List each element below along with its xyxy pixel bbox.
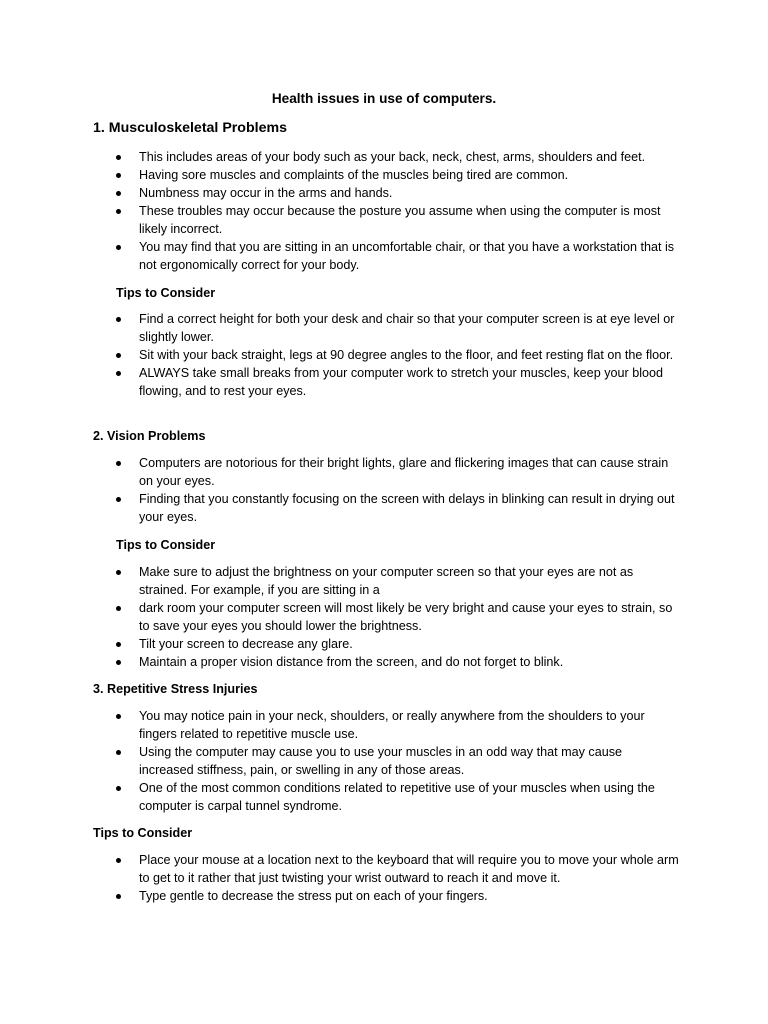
section-heading-repetitive-stress: 3. Repetitive Stress Injuries xyxy=(93,682,258,696)
vision-tips-list xyxy=(0,563,679,671)
bullet-icon xyxy=(116,894,121,899)
bullet-icon xyxy=(116,714,121,719)
list-item: Sit with your back straight, legs at 90 degree angles to the floor, and feet resting flat on the floor. xyxy=(0,346,679,364)
musculoskeletal-tips-list xyxy=(0,310,679,400)
bullet-icon xyxy=(116,786,121,791)
bullet-icon xyxy=(116,155,121,160)
musculoskeletal-bullet-list xyxy=(0,148,679,274)
list-item: These troubles may occur because the posture you assume when using the computer is most likely incorrect. xyxy=(0,202,679,238)
bullet-icon xyxy=(116,353,121,358)
list-item: You may find that you are sitting in an uncomfortable chair, or that you have a workstation that is not ergonomically correct for your body. xyxy=(0,238,679,274)
list-item: One of the most common conditions related to repetitive use of your muscles when using the computer is carpal tunnel syndrome. xyxy=(0,779,679,815)
document-title: Health issues in use of computers. xyxy=(271,91,497,106)
bullet-icon xyxy=(116,461,121,466)
tips-heading-musculoskeletal: Tips to Consider xyxy=(116,286,216,300)
bullet-icon xyxy=(116,245,121,250)
bullet-icon xyxy=(116,660,121,665)
list-item: This includes areas of your body such as your back, neck, chest, arms, shoulders and feet. xyxy=(0,148,679,166)
bullet-icon xyxy=(116,642,121,647)
list-item: Numbness may occur in the arms and hands. xyxy=(0,184,679,202)
vision-bullet-list xyxy=(0,454,679,526)
list-item: Maintain a proper vision distance from the screen, and do not forget to blink. xyxy=(0,653,679,671)
section-heading-musculoskeletal: 1. Musculoskeletal Problems xyxy=(93,120,287,136)
list-item: Find a correct height for both your desk and chair so that your computer screen is at eye level or slightly lower. xyxy=(0,310,679,346)
list-item: Having sore muscles and complaints of the muscles being tired are common. xyxy=(0,166,679,184)
list-item: ALWAYS take small breaks from your computer work to stretch your muscles, keep your blood flowing, and to rest your eyes. xyxy=(0,364,679,400)
list-item: Using the computer may cause you to use your muscles in an odd way that may cause increased stiffness, pain, or swelling in any of those areas. xyxy=(0,743,679,779)
list-item: Place your mouse at a location next to the keyboard that will require you to move your whole arm to get to it rather that just twisting your wrist outward to reach it and move it. xyxy=(0,851,679,887)
list-item: dark room your computer screen will most likely be very bright and cause your eyes to strain, so to save your eyes you should lower the brightness. xyxy=(0,599,679,635)
list-item: Tilt your screen to decrease any glare. xyxy=(0,635,679,653)
tips-heading-repetitive-stress: Tips to Consider xyxy=(93,826,193,840)
bullet-icon xyxy=(116,317,121,322)
list-item: Make sure to adjust the brightness on your computer screen so that your eyes are not as strained. For example, if you are sitting in a xyxy=(0,563,679,599)
repetitive-stress-bullet-list xyxy=(0,707,679,815)
repetitive-stress-tips-list xyxy=(0,851,679,905)
list-item: You may notice pain in your neck, shoulders, or really anywhere from the shoulders to your fingers related to repetitive muscle use. xyxy=(0,707,679,743)
list-item: Type gentle to decrease the stress put on each of your fingers. xyxy=(0,887,679,905)
section-heading-vision: 2. Vision Problems xyxy=(93,429,206,443)
bullet-icon xyxy=(116,606,121,611)
bullet-icon xyxy=(116,209,121,214)
bullet-icon xyxy=(116,371,121,376)
bullet-icon xyxy=(116,570,121,575)
list-item: Finding that you constantly focusing on the screen with delays in blinking can result in drying out your eyes. xyxy=(0,490,679,526)
bullet-icon xyxy=(116,191,121,196)
tips-heading-vision: Tips to Consider xyxy=(116,538,216,552)
bullet-icon xyxy=(116,173,121,178)
bullet-icon xyxy=(116,858,121,863)
bullet-icon xyxy=(116,750,121,755)
bullet-icon xyxy=(116,497,121,502)
list-item: Computers are notorious for their bright lights, glare and flickering images that can cause strain on your eyes. xyxy=(0,454,679,490)
